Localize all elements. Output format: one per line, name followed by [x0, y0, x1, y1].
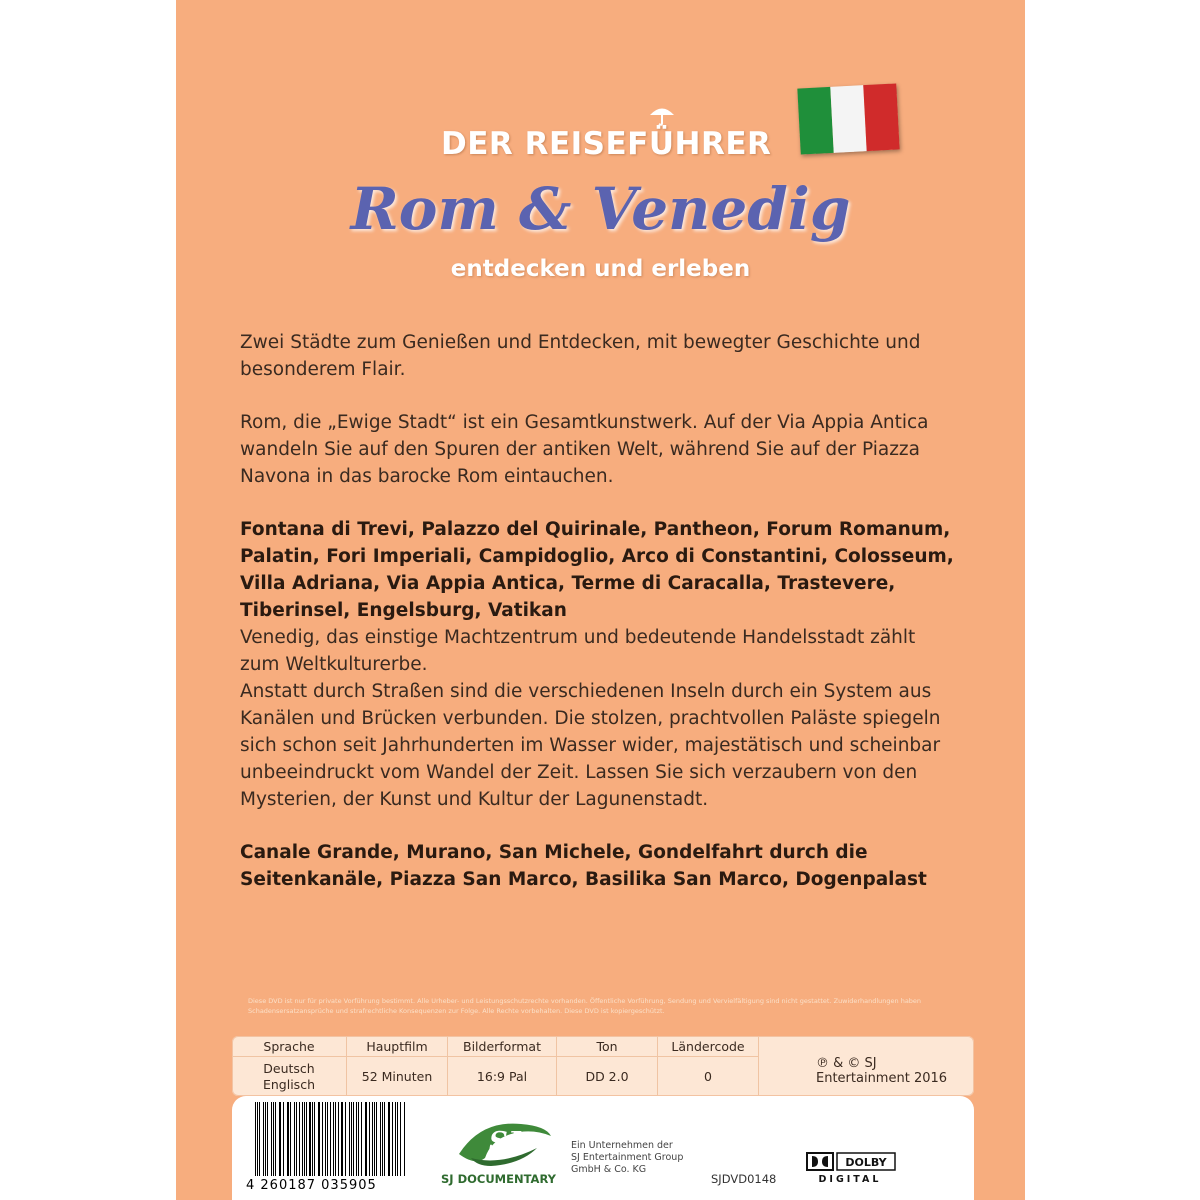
- barcode-bar: [319, 1102, 320, 1176]
- barcode-bar: [366, 1102, 367, 1176]
- header-sprache: Sprache: [232, 1036, 347, 1057]
- value-ton: DD 2.0: [557, 1057, 658, 1097]
- barcode-bar: [333, 1102, 334, 1176]
- italy-flag-icon: [797, 83, 899, 154]
- barcode-bar: [395, 1102, 396, 1176]
- barcode-bar: [275, 1102, 276, 1176]
- header-ton: Ton: [557, 1036, 658, 1057]
- dolby-top-text: DOLBY: [845, 1156, 887, 1169]
- barcode: [255, 1102, 405, 1176]
- header-laendercode: Ländercode: [658, 1036, 759, 1057]
- barcode-bar: [335, 1102, 336, 1176]
- sj-logo-letters: SJ: [489, 1127, 521, 1157]
- barcode-bar: [356, 1102, 357, 1176]
- rom-paragraph: Rom, die „Ewige Stadt“ ist ein Gesamtkunstwerk. Auf der Via Appia Antica wandeln Sie auf den Spuren der antiken Welt, während Sie auf der Piazza Navona in das barocke Rom eintauchen.: [240, 412, 929, 487]
- barcode-bar: [392, 1102, 393, 1176]
- value-hauptfilm: 52 Minuten: [347, 1057, 448, 1097]
- copyright-notice: ℗ & © SJ Entertainment 2016: [816, 1056, 948, 1086]
- sj-documentary-logo-icon: [451, 1114, 557, 1168]
- barcode-bar: [384, 1102, 385, 1176]
- value-bilderformat: 16:9 Pal: [448, 1057, 557, 1097]
- sj-documentary-label: SJ DOCUMENTARY: [441, 1172, 556, 1186]
- barcode-bar: [400, 1102, 401, 1176]
- company-line-2: SJ Entertainment Group: [571, 1152, 684, 1163]
- footer-strip: [232, 1096, 974, 1200]
- barcode-bar: [372, 1102, 373, 1176]
- value-sprache: [232, 1057, 347, 1097]
- barcode-bar: [283, 1102, 284, 1176]
- barcode-bar: [358, 1102, 359, 1176]
- barcode-bar: [267, 1102, 268, 1176]
- barcode-bar: [376, 1102, 377, 1176]
- barcode-bar: [263, 1102, 264, 1176]
- venedig-paragraph: Anstatt durch Straßen sind die verschiedenen Inseln durch ein System aus Kanälen und Brücken verbunden. Die stolzen, prachtvollen Paläste spiegeln sich schon seit Jahrhunderten im Wasser wider, majestätisch und scheinbar unbeeindruckt vom Wandel der Zeit. Lassen Sie sich verzaubern von den Mysterien, der Kunst und Kultur der Lagunenstadt.: [240, 681, 941, 810]
- barcode-bar: [342, 1102, 343, 1176]
- value-laendercode: 0: [658, 1057, 759, 1097]
- catalog-number: SJDVD0148: [711, 1172, 777, 1186]
- brand-title: DER REISEFÜHRER: [441, 126, 772, 162]
- page-title: Rom & Venedig: [350, 175, 851, 243]
- dvd-back-cover: [176, 0, 1025, 1200]
- barcode-bar: [302, 1102, 303, 1176]
- page-subtitle: entdecken und erleben: [450, 256, 751, 282]
- umbrella-icon: [648, 104, 676, 126]
- barcode-bar: [312, 1102, 313, 1176]
- rom-highlights: Fontana di Trevi, Palazzo del Quirinale, Pantheon, Forum Romanum, Palatin, Fori Imperiali, Campidoglio, Arco di Constantini, Colosseum, Villa Adriana, Via Appia Antica, Terme di Caracalla, Trastevere, Tiberinsel, Engelsburg, Vatikan: [240, 519, 954, 621]
- company-line-1: Ein Unternehmen der: [571, 1140, 673, 1151]
- header-hauptfilm: Hauptfilm: [347, 1036, 448, 1057]
- barcode-bar: [325, 1102, 326, 1176]
- company-info: [571, 1140, 683, 1176]
- value-sprache-2: Englisch: [262, 1076, 315, 1092]
- technical-info-box: [232, 1036, 974, 1096]
- dolby-bottom-text: DIGITAL: [818, 1174, 882, 1184]
- venedig-highlights: Canale Grande, Murano, San Michele, Gondelfahrt durch die Seitenkanäle, Piazza San Marco, Basilika San Marco, Dogenpalast: [240, 842, 927, 890]
- header-bilderformat: Bilderformat: [448, 1036, 557, 1057]
- venedig-intro-paragraph: Venedig, das einstige Machtzentrum und bedeutende Handelsstadt zählt zum Weltkulturerbe.: [240, 627, 916, 675]
- barcode-number: 4 260187 035905: [246, 1178, 377, 1193]
- dolby-digital-logo-icon: [806, 1152, 906, 1184]
- barcode-bar: [255, 1102, 256, 1176]
- barcode-bar: [309, 1102, 310, 1176]
- intro-paragraph: Zwei Städte zum Genießen und Entdecken, mit bewegter Geschichte und besonderem Flair.: [240, 332, 921, 380]
- value-sprache-1: Deutsch: [263, 1060, 315, 1076]
- company-line-3: GmbH & Co. KG: [571, 1164, 647, 1175]
- barcode-bar: [271, 1102, 272, 1176]
- barcode-bar: [294, 1102, 295, 1176]
- barcode-bar: [290, 1102, 291, 1176]
- technical-info-table: [232, 1036, 759, 1096]
- legal-notice: Diese DVD ist nur für private Vorführung bestimmt. Alle Urheber- und Leistungsschutzrechte vorhanden. Öffentliche Vorführung, Sendung und Vervielfältigung sind nicht gestattet. Zuwiderhandlungen haben Schadensersatzansprüche und strafrechtliche Konsequenzen zur Folge. Alle Rechte vorbehalten. Diese DVD ist kopiergeschützt.: [248, 997, 922, 1015]
- barcode-bar: [349, 1102, 350, 1176]
